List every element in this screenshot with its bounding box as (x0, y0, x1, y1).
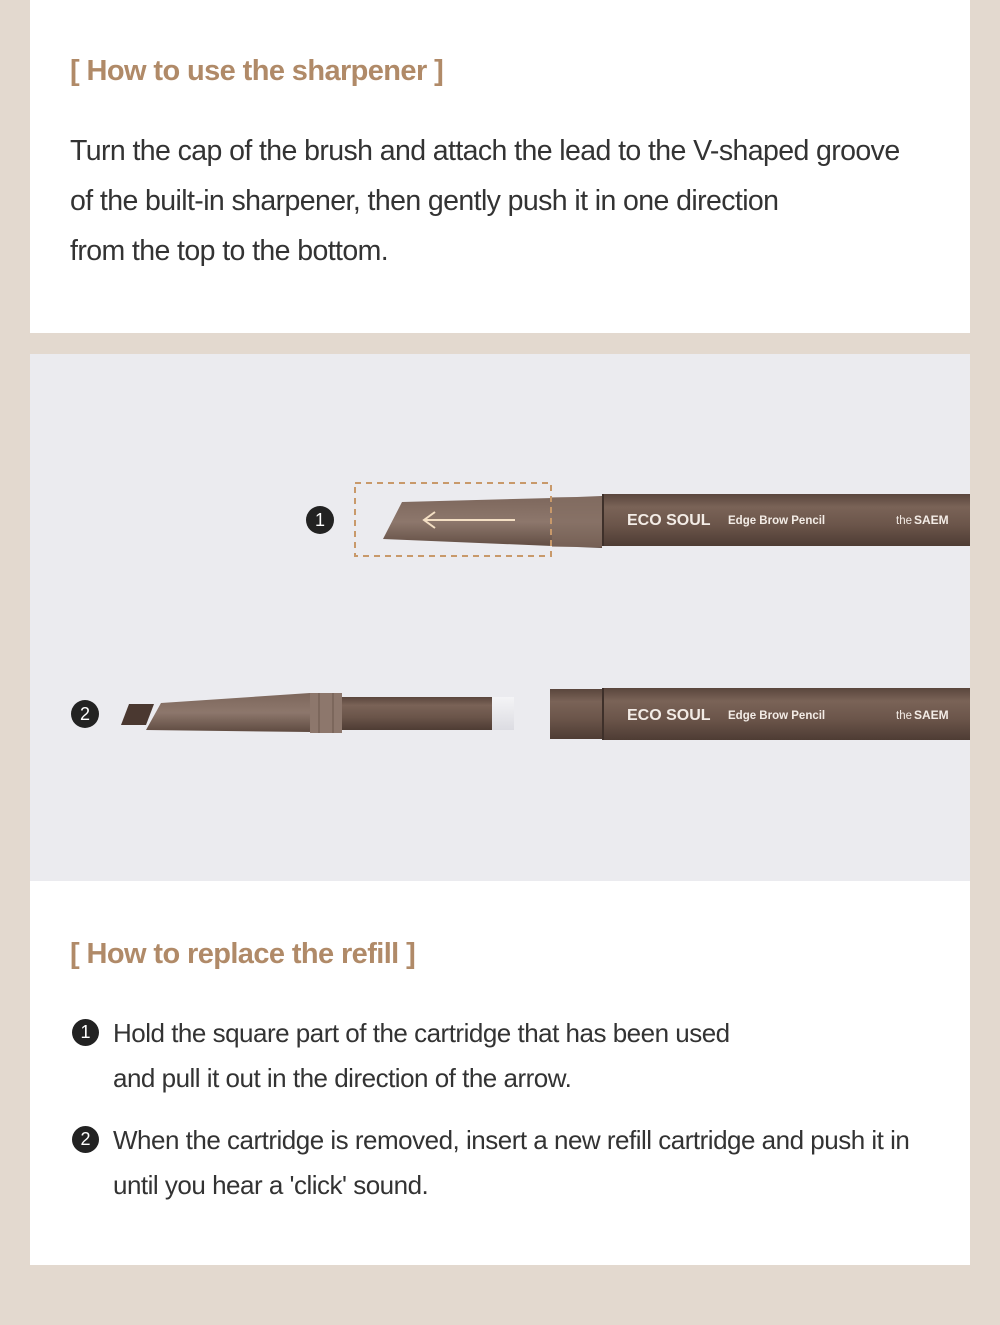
pencil-1-sharpener (552, 497, 602, 547)
step-1-line: Hold the square part of the cartridge that has been used (113, 1018, 730, 1048)
refill-heading: [ How to replace the refill ] (70, 938, 416, 970)
pencil-2-product: Edge Brow Pencil (728, 710, 826, 722)
sharpener-line: of the built-in sharpener, then gently push it in one direction (70, 185, 779, 217)
refill-step-1 (70, 1011, 950, 1101)
pencil-2-maker-name: SAEM (914, 708, 949, 722)
pencil-1-brand: ECO SOUL (627, 512, 711, 529)
refill-cartridge (342, 697, 492, 730)
step-2-badge: 2 (72, 1126, 99, 1153)
step-1-text (113, 1011, 950, 1101)
sharpener-description (70, 126, 950, 276)
refill-section (30, 881, 970, 1265)
step-2-text (113, 1118, 950, 1208)
pencil-1-seam (602, 494, 604, 546)
sharpener-heading: [ How to use the sharpener ] (70, 55, 444, 87)
pencil-2-maker-the: the (896, 710, 912, 722)
sharpener-line: from the top to the bottom. (70, 235, 389, 267)
refill-lead-tip (121, 704, 154, 725)
step-2-line: until you hear a 'click' sound. (113, 1170, 429, 1200)
pencil-drawing (30, 354, 970, 881)
pencil-2 (121, 688, 970, 740)
pencil-1-maker-name: SAEM (914, 513, 949, 527)
pencil-1 (355, 483, 970, 556)
step-1-badge: 1 (72, 1019, 99, 1046)
pencil-illustration (30, 354, 970, 881)
sharpener-section (30, 0, 970, 333)
illustration-step-1-badge: 1 (306, 506, 334, 534)
step-1-line: and pull it out in the direction of the arrow. (113, 1063, 572, 1093)
pencil-2-square-end (550, 689, 602, 739)
refill-tapered-holder (146, 693, 310, 732)
pencil-1-product: Edge Brow Pencil (728, 515, 826, 527)
pencil-1-maker-the: the (896, 515, 912, 527)
refill-ring (310, 693, 342, 733)
refill-end-cap (492, 697, 514, 730)
pencil-2-brand: ECO SOUL (627, 707, 711, 724)
refill-step-2 (70, 1118, 950, 1208)
illustration-step-2-badge: 2 (71, 700, 99, 728)
sharpener-line: Turn the cap of the brush and attach the lead to the V-shaped groove (70, 135, 900, 167)
step-2-line: When the cartridge is removed, insert a new refill cartridge and push it in (113, 1125, 910, 1155)
